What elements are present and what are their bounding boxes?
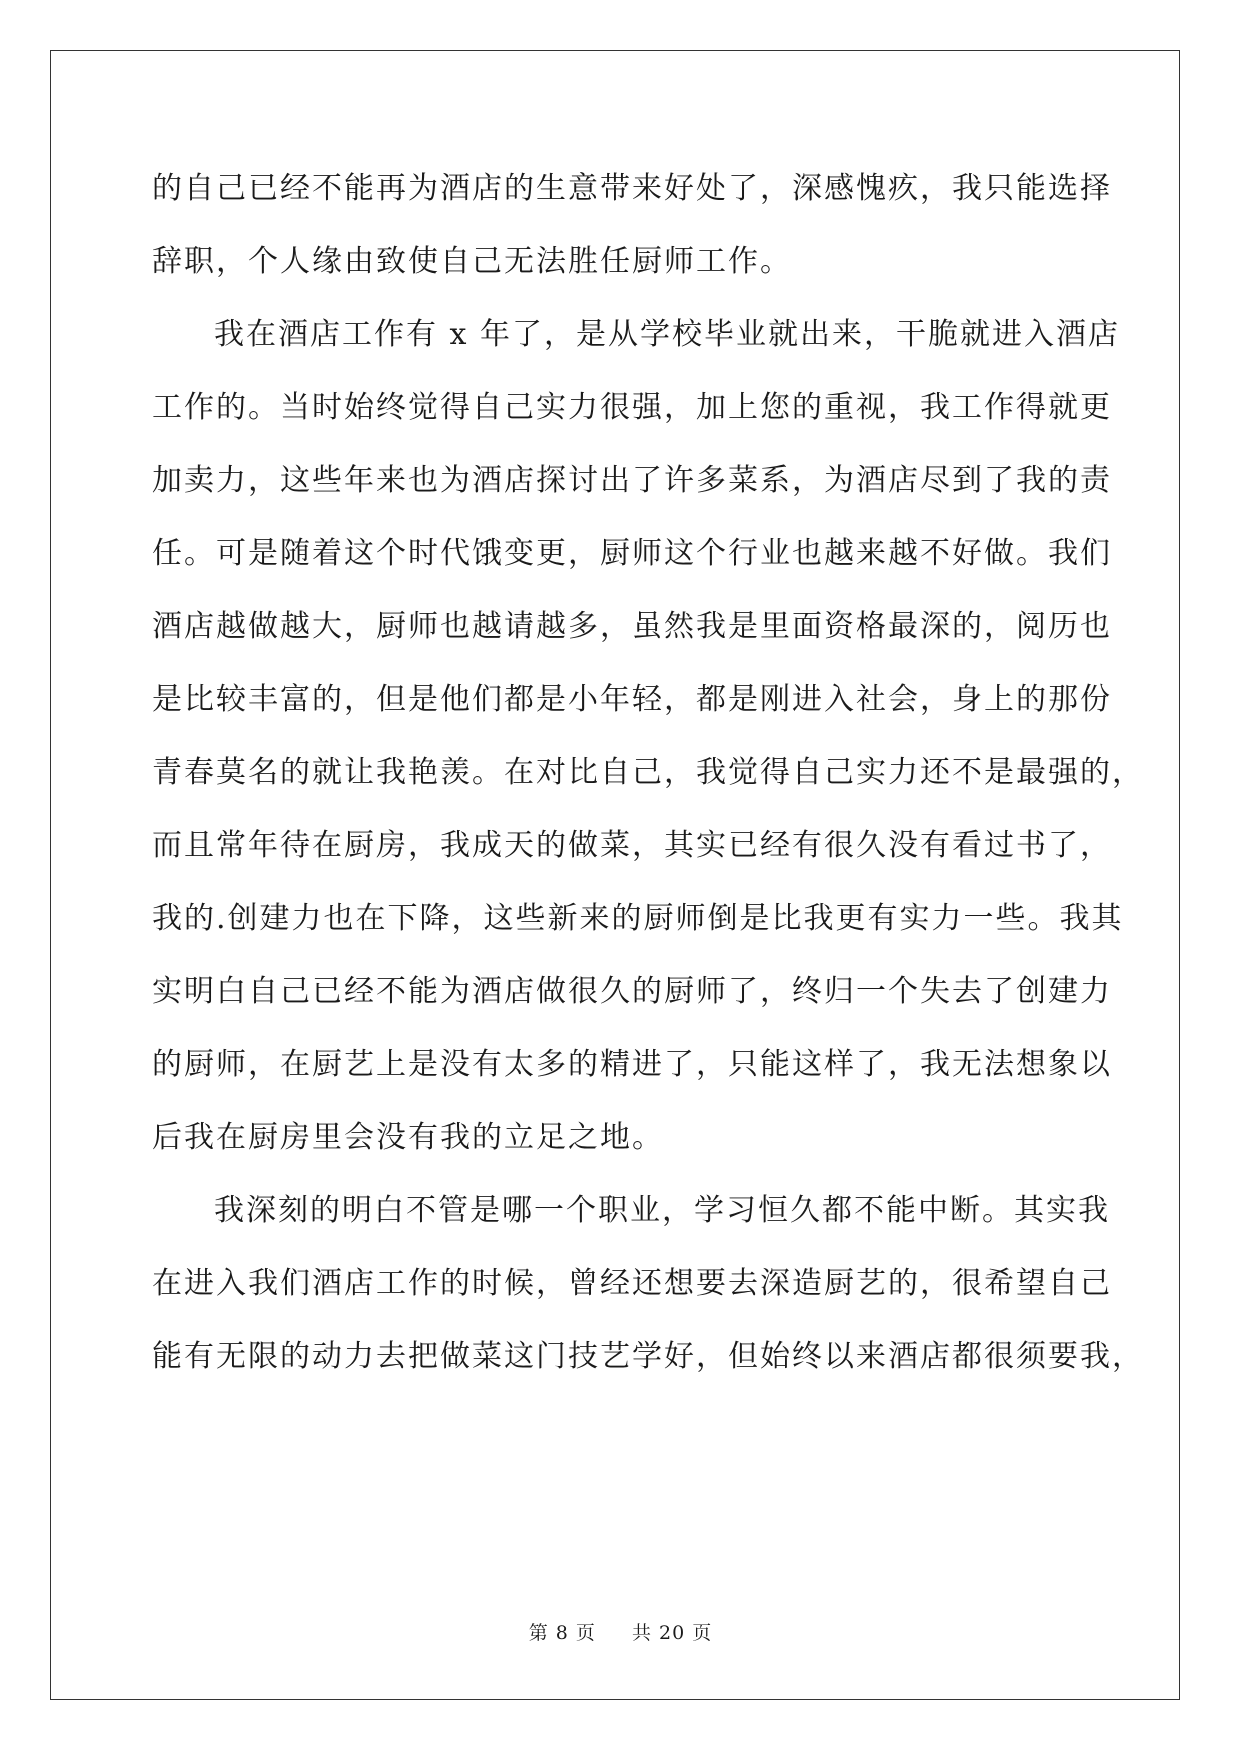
text-line: 在进入我们酒店工作的时候，曾经还想要去深造厨艺的，很希望自己 xyxy=(152,1266,1112,1301)
text-line: 我的.创建力也在下降，这些新来的厨师倒是比我更有实力一些。我其 xyxy=(152,901,1124,936)
page-footer xyxy=(0,1618,1241,1645)
text-line: 工作的。当时始终觉得自己实力很强，加上您的重视，我工作得就更 xyxy=(152,390,1112,425)
text-line: 我在酒店工作有 x 年了，是从学校毕业就出来，干脆就进入酒店 xyxy=(214,317,1120,352)
text-line: 而且常年待在厨房，我成天的做菜，其实已经有很久没有看过书了， xyxy=(152,828,1112,863)
text-line: 辞职，个人缘由致使自己无法胜任厨师工作。 xyxy=(152,244,792,279)
text-line: 加卖力，这些年来也为酒店探讨出了许多菜系，为酒店尽到了我的责 xyxy=(152,463,1112,498)
text-line: 后我在厨房里会没有我的立足之地。 xyxy=(152,1120,664,1155)
page-number: 第 8 页 xyxy=(528,1622,596,1644)
text-line: 能有无限的动力去把做菜这门技艺学好，但始终以来酒店都很须要我， xyxy=(152,1339,1144,1374)
text-line: 酒店越做越大，厨师也越请越多，虽然我是里面资格最深的，阅历也 xyxy=(152,609,1112,644)
text-line: 我深刻的明白不管是哪一个职业，学习恒久都不能中断。其实我 xyxy=(214,1193,1110,1228)
text-line: 任。可是随着这个时代饿变更，厨师这个行业也越来越不好做。我们 xyxy=(152,536,1112,571)
text-line: 青春莫名的就让我艳羡。在对比自己，我觉得自己实力还不是最强的， xyxy=(152,755,1144,790)
page-total: 共 20 页 xyxy=(632,1622,713,1644)
text-line: 的自己已经不能再为酒店的生意带来好处了，深感愧疚，我只能选择 xyxy=(152,171,1112,206)
text-line: 实明白自己已经不能为酒店做很久的厨师了，终归一个失去了创建力 xyxy=(152,974,1112,1009)
text-line: 是比较丰富的，但是他们都是小年轻，都是刚进入社会，身上的那份 xyxy=(152,682,1112,717)
text-line: 的厨师，在厨艺上是没有太多的精进了，只能这样了，我无法想象以 xyxy=(152,1047,1112,1082)
body-text xyxy=(152,152,1144,1393)
